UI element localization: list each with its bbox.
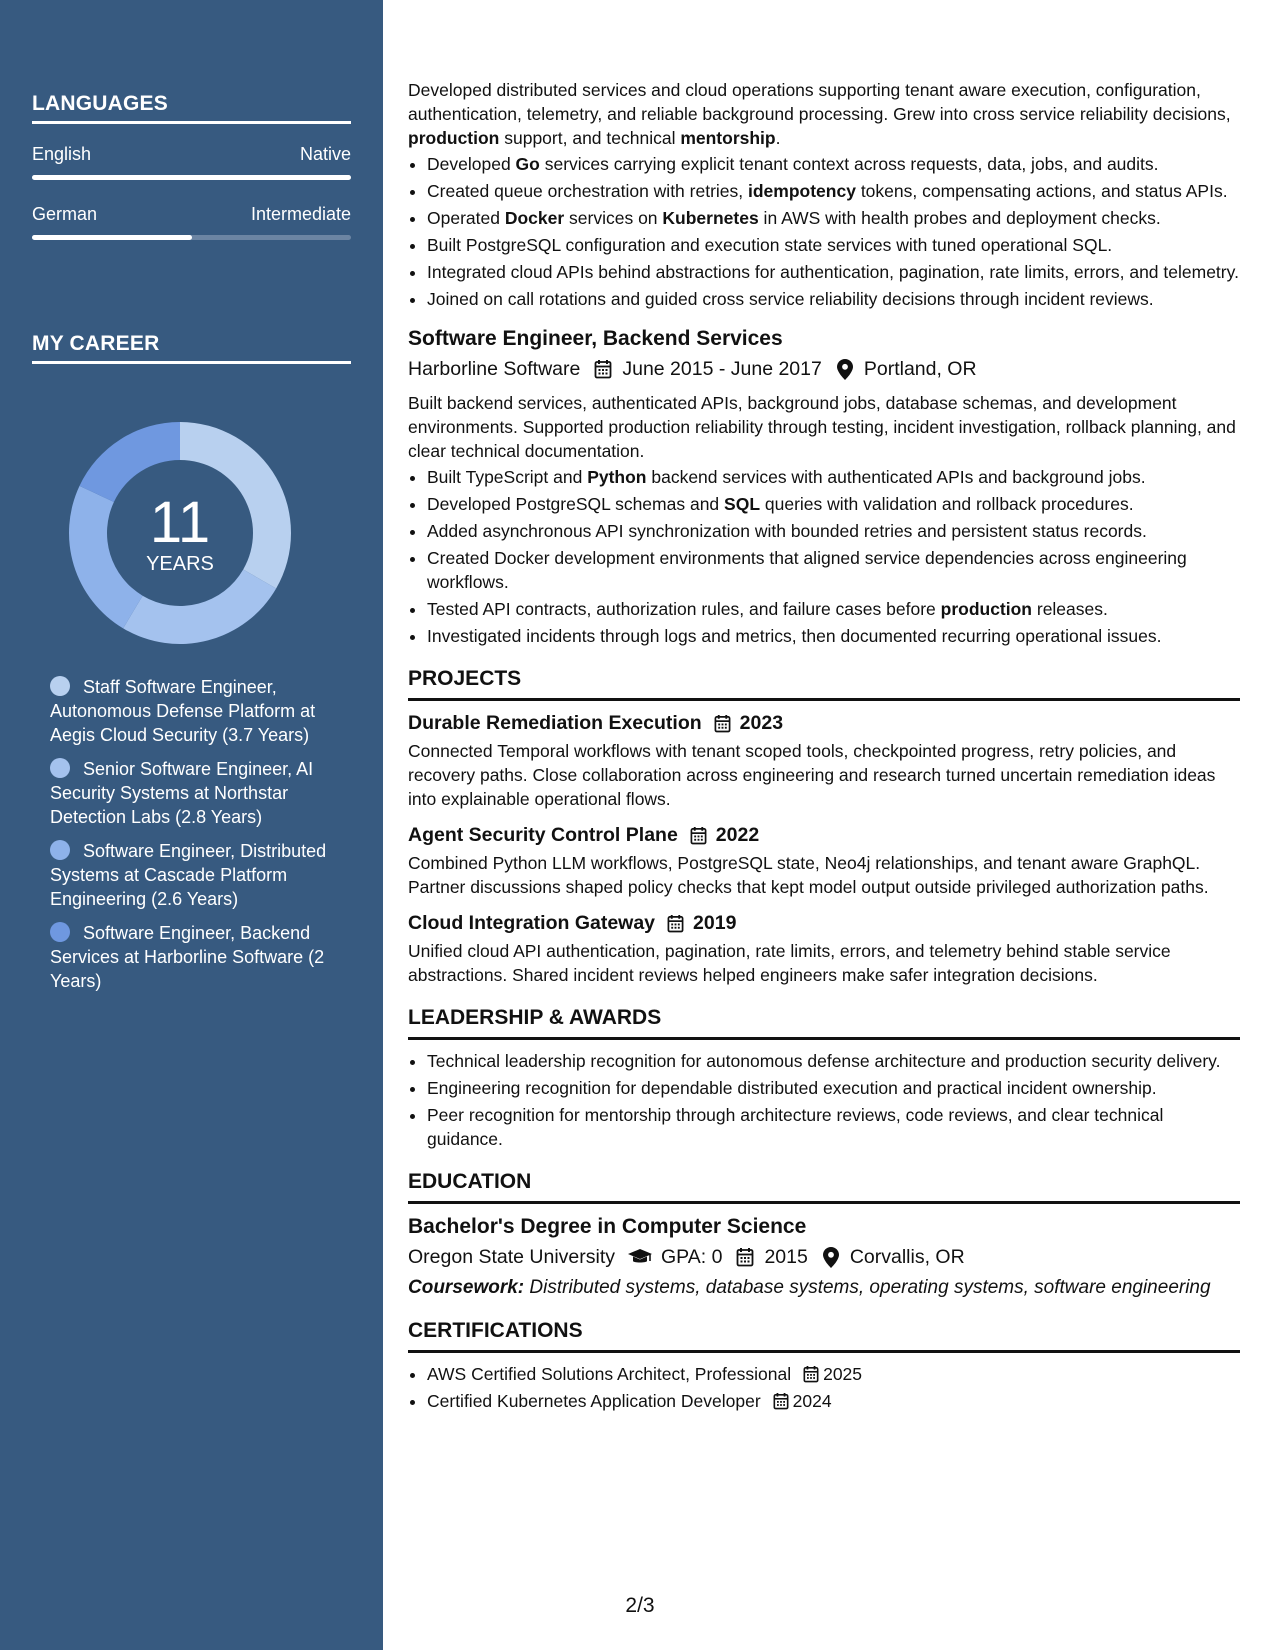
project-title: Cloud Integration Gateway [408,912,656,934]
certifications-heading: CERTIFICATIONS [408,1318,1240,1353]
job-bullet: • Built PostgreSQL configuration and execution state services with tuned operational SQL. [427,233,1240,257]
job-dates: June 2015 - June 2017 [622,358,822,380]
job-summary: Built backend services, authenticated APIs, background jobs, database schemas, and development environments. Supported production reliability through testing, incident investigation, rollback planning, and clear technical documentation. [408,393,1236,461]
job-bullet: • Built TypeScript and Python backend services with authenticated APIs and background jobs. [427,465,1240,489]
career-item [50,757,330,829]
career-heading: MY CAREER [32,332,351,364]
projects-heading: PROJECTS [408,666,1240,701]
career-years-label: YEARS [146,553,214,575]
career-item [50,921,330,993]
project-item [408,710,1240,811]
calendar-icon [803,1365,819,1383]
job-bullet: • Integrated cloud APIs behind abstractions for authentication, pagination, rate limits, errors, and telemetry. [427,260,1240,284]
career-item-label: Software Engineer, Distributed Systems at Cascade Platform Engineering (2.6 Years) [50,841,327,909]
location-pin-icon [834,358,856,380]
project-description: Connected Temporal workflows with tenant scoped tools, checkpointed progress, retry policies, and recovery paths. Close collaboration across engineering and research turned uncertain remediation ideas into explainable operational flows. [408,741,1216,809]
certification-year: 2024 [792,1391,832,1411]
project-title: Agent Security Control Plane [408,824,678,846]
job-summary: Developed distributed services and cloud operations supporting tenant aware execution, configuration, authentication, telemetry, and reliable background processing. Grew into cross service reliability decisions, production support, and technical mentorship. [408,80,1231,148]
project-description: Unified cloud API authentication, pagination, rate limits, errors, and telemetry behind stable service abstractions. Shared incident reviews helped engineers make safer integration decisions. [408,941,1171,985]
career-legend-dot [50,922,70,942]
graduation-cap-icon [627,1246,653,1268]
main-content [408,78,1240,1416]
career-item-label: Senior Software Engineer, AI Security Systems at Northstar Detection Labs (2.8 Years) [50,759,314,827]
career-item-label: Staff Software Engineer, Autonomous Defense Platform at Aegis Cloud Security (3.7 Years) [50,677,316,745]
language-level: Native [299,144,351,164]
job-bullet: • Investigated incidents through logs and metrics, then documented recurring operational issues. [427,624,1240,648]
job-bullet: • Created queue orchestration with retries, idempotency tokens, compensating actions, and status APIs. [427,179,1240,203]
project-year: 2019 [693,912,737,934]
language-item-german [32,204,351,240]
career-section [32,332,351,364]
school-name: Oregon State University [408,1246,616,1268]
certification-year: 2025 [823,1364,863,1384]
education-heading: EDUCATION [408,1169,1240,1204]
leadership-heading: LEADERSHIP & AWARDS [408,1005,1240,1040]
job-meta [408,356,1240,382]
degree-title: Bachelor's Degree in Computer Science [408,1215,807,1238]
leadership-item: • Engineering recognition for dependable distributed execution and practical incident ownership. [427,1076,1240,1100]
career-list [50,675,330,1003]
gpa: GPA: 0 [661,1246,723,1268]
career-legend-dot [50,840,70,860]
calendar-icon [773,1392,789,1410]
calendar-icon [690,825,710,845]
language-item-english [32,144,351,180]
calendar-icon [592,358,614,380]
career-years-number: 11 [149,490,211,555]
graduation-year: 2015 [764,1246,808,1268]
project-year: 2022 [715,824,760,846]
job-location: Portland, OR [863,358,977,380]
job-bullet: • Tested API contracts, authorization rules, and failure cases before production releases. [427,597,1240,621]
job-bullet: • Joined on call rotations and guided cross service reliability decisions through incident reviews. [427,287,1240,311]
project-title: Durable Remediation Execution [408,712,702,734]
job-title: Software Engineer, Backend Services [408,327,783,350]
job-bullet: • Developed PostgreSQL schemas and SQL queries with validation and rollback procedures. [427,492,1240,516]
job-company: Harborline Software [408,358,581,380]
coursework-text: Distributed systems, database systems, operating systems, software engineering [529,1277,1211,1298]
job-bullet: • Added asynchronous API synchronization with bounded retries and persistent status records. [427,519,1240,543]
project-year: 2023 [739,712,784,734]
calendar-icon [667,913,687,933]
career-donut-slice [69,486,143,628]
certification-name: AWS Certified Solutions Architect, Professional [427,1364,792,1384]
project-description: Combined Python LLM workflows, PostgreSQL state, Neo4j relationships, and tenant aware GraphQL. Partner discussions shaped policy checks that kept model output outside privileged authorization paths. [408,853,1209,897]
sidebar [0,0,383,1650]
leadership-item: • Peer recognition for mentorship through architecture reviews, code reviews, and clear technical guidance. [427,1103,1240,1151]
language-level: Intermediate [250,204,351,224]
career-donut-chart [57,410,303,656]
career-item-label: Software Engineer, Backend Services at Harborline Software (2 Years) [50,923,325,991]
certification-item [427,1362,1240,1386]
career-item [50,839,330,911]
page-number: 2/3 [625,1594,655,1617]
languages-heading: LANGUAGES [32,92,351,124]
certification-item [427,1389,1240,1413]
career-legend-dot [50,676,70,696]
career-item [50,675,330,747]
coursework-label: Coursework: [408,1277,525,1298]
language-proficiency-bar [32,175,351,180]
job-bullets [408,152,1240,311]
calendar-icon [734,1246,756,1268]
language-name: English [32,144,92,164]
language-proficiency-bar [32,235,351,240]
languages-section [32,92,351,240]
project-item [408,910,1240,987]
calendar-icon [714,713,734,733]
language-proficiency-fill [32,235,192,240]
project-item [408,822,1240,899]
certification-name: Certified Kubernetes Application Developer [427,1391,761,1411]
job-bullet: • Operated Docker services on Kubernetes in AWS with health probes and deployment checks. [427,206,1240,230]
job-bullet: • Developed Go services carrying explicit tenant context across requests, data, jobs, and audits. [427,152,1240,176]
leadership-item: • Technical leadership recognition for autonomous defense architecture and production security delivery. [427,1049,1240,1073]
coursework [408,1276,1240,1300]
leadership-list [408,1049,1240,1151]
education-meta [408,1244,1240,1270]
location-pin-icon [820,1246,842,1268]
career-legend-dot [50,758,70,778]
language-name: German [32,204,98,224]
job-bullet: • Created Docker development environments that aligned service dependencies across engineering workflows. [427,546,1240,594]
career-donut-slice [123,570,276,645]
certifications-list [408,1362,1240,1413]
school-location: Corvallis, OR [849,1246,965,1268]
job-bullets [408,465,1240,648]
language-proficiency-fill [32,175,351,180]
